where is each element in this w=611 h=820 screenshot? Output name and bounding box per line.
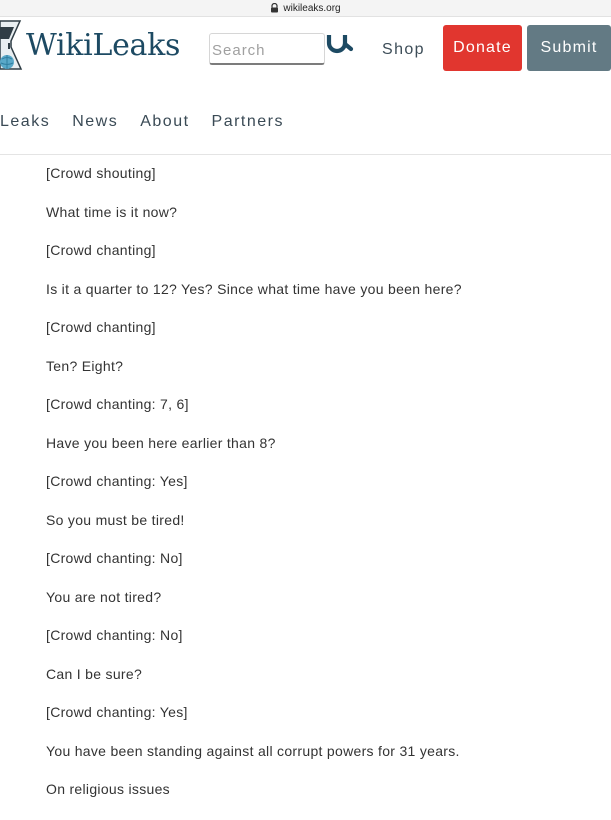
address-bar-url: wikileaks.org: [283, 2, 341, 14]
transcript-line: So you must be tired!: [46, 511, 185, 528]
transcript-line: [Crowd chanting: Yes]: [46, 473, 188, 489]
transcript-line: [Crowd chanting: 7, 6]: [46, 396, 189, 412]
hourglass-globe-icon: [0, 19, 24, 71]
submit-button[interactable]: Submit: [527, 25, 611, 71]
address-bar[interactable]: [0, 0, 611, 17]
transcript-line: [Crowd chanting: No]: [46, 627, 183, 643]
nav-item-partners[interactable]: Partners: [211, 113, 284, 130]
transcript-line: [Crowd chanting]: [46, 319, 156, 335]
transcript-line: Have you been here earlier than 8?: [46, 434, 276, 451]
transcript-line: [Crowd chanting]: [46, 242, 156, 258]
shop-link[interactable]: Shop: [382, 41, 425, 58]
transcript-line: You have been standing against all corrupt powers for 31 years.: [46, 742, 460, 759]
site-header: [0, 17, 611, 155]
transcript-line: [Crowd chanting: Yes]: [46, 704, 188, 720]
transcript-line: Ten? Eight?: [46, 357, 124, 374]
search-icon[interactable]: [326, 34, 354, 56]
transcript-line: You are not tired?: [46, 588, 162, 605]
search-box: [209, 33, 325, 65]
nav-item-about[interactable]: About: [140, 113, 190, 130]
nav-item-news[interactable]: News: [72, 113, 119, 130]
transcript-content: [46, 165, 586, 820]
transcript-line: What time is it now?: [46, 203, 178, 220]
main-nav: [0, 113, 306, 131]
logo-text: WikiLeaks: [26, 27, 181, 63]
transcript-line: Can I be sure?: [46, 665, 143, 682]
transcript-line: Is it a quarter to 12? Yes? Since what time have you been here?: [46, 280, 462, 297]
transcript-line: [Crowd shouting]: [46, 165, 156, 181]
transcript-line: On religious issues: [46, 781, 170, 797]
nav-item-leaks[interactable]: Leaks: [0, 113, 51, 130]
transcript-line: [Crowd chanting: No]: [46, 550, 183, 566]
donate-button[interactable]: Donate: [443, 25, 522, 71]
search-input[interactable]: [209, 33, 325, 65]
lock-icon: [270, 3, 279, 13]
site-logo[interactable]: [0, 19, 180, 71]
